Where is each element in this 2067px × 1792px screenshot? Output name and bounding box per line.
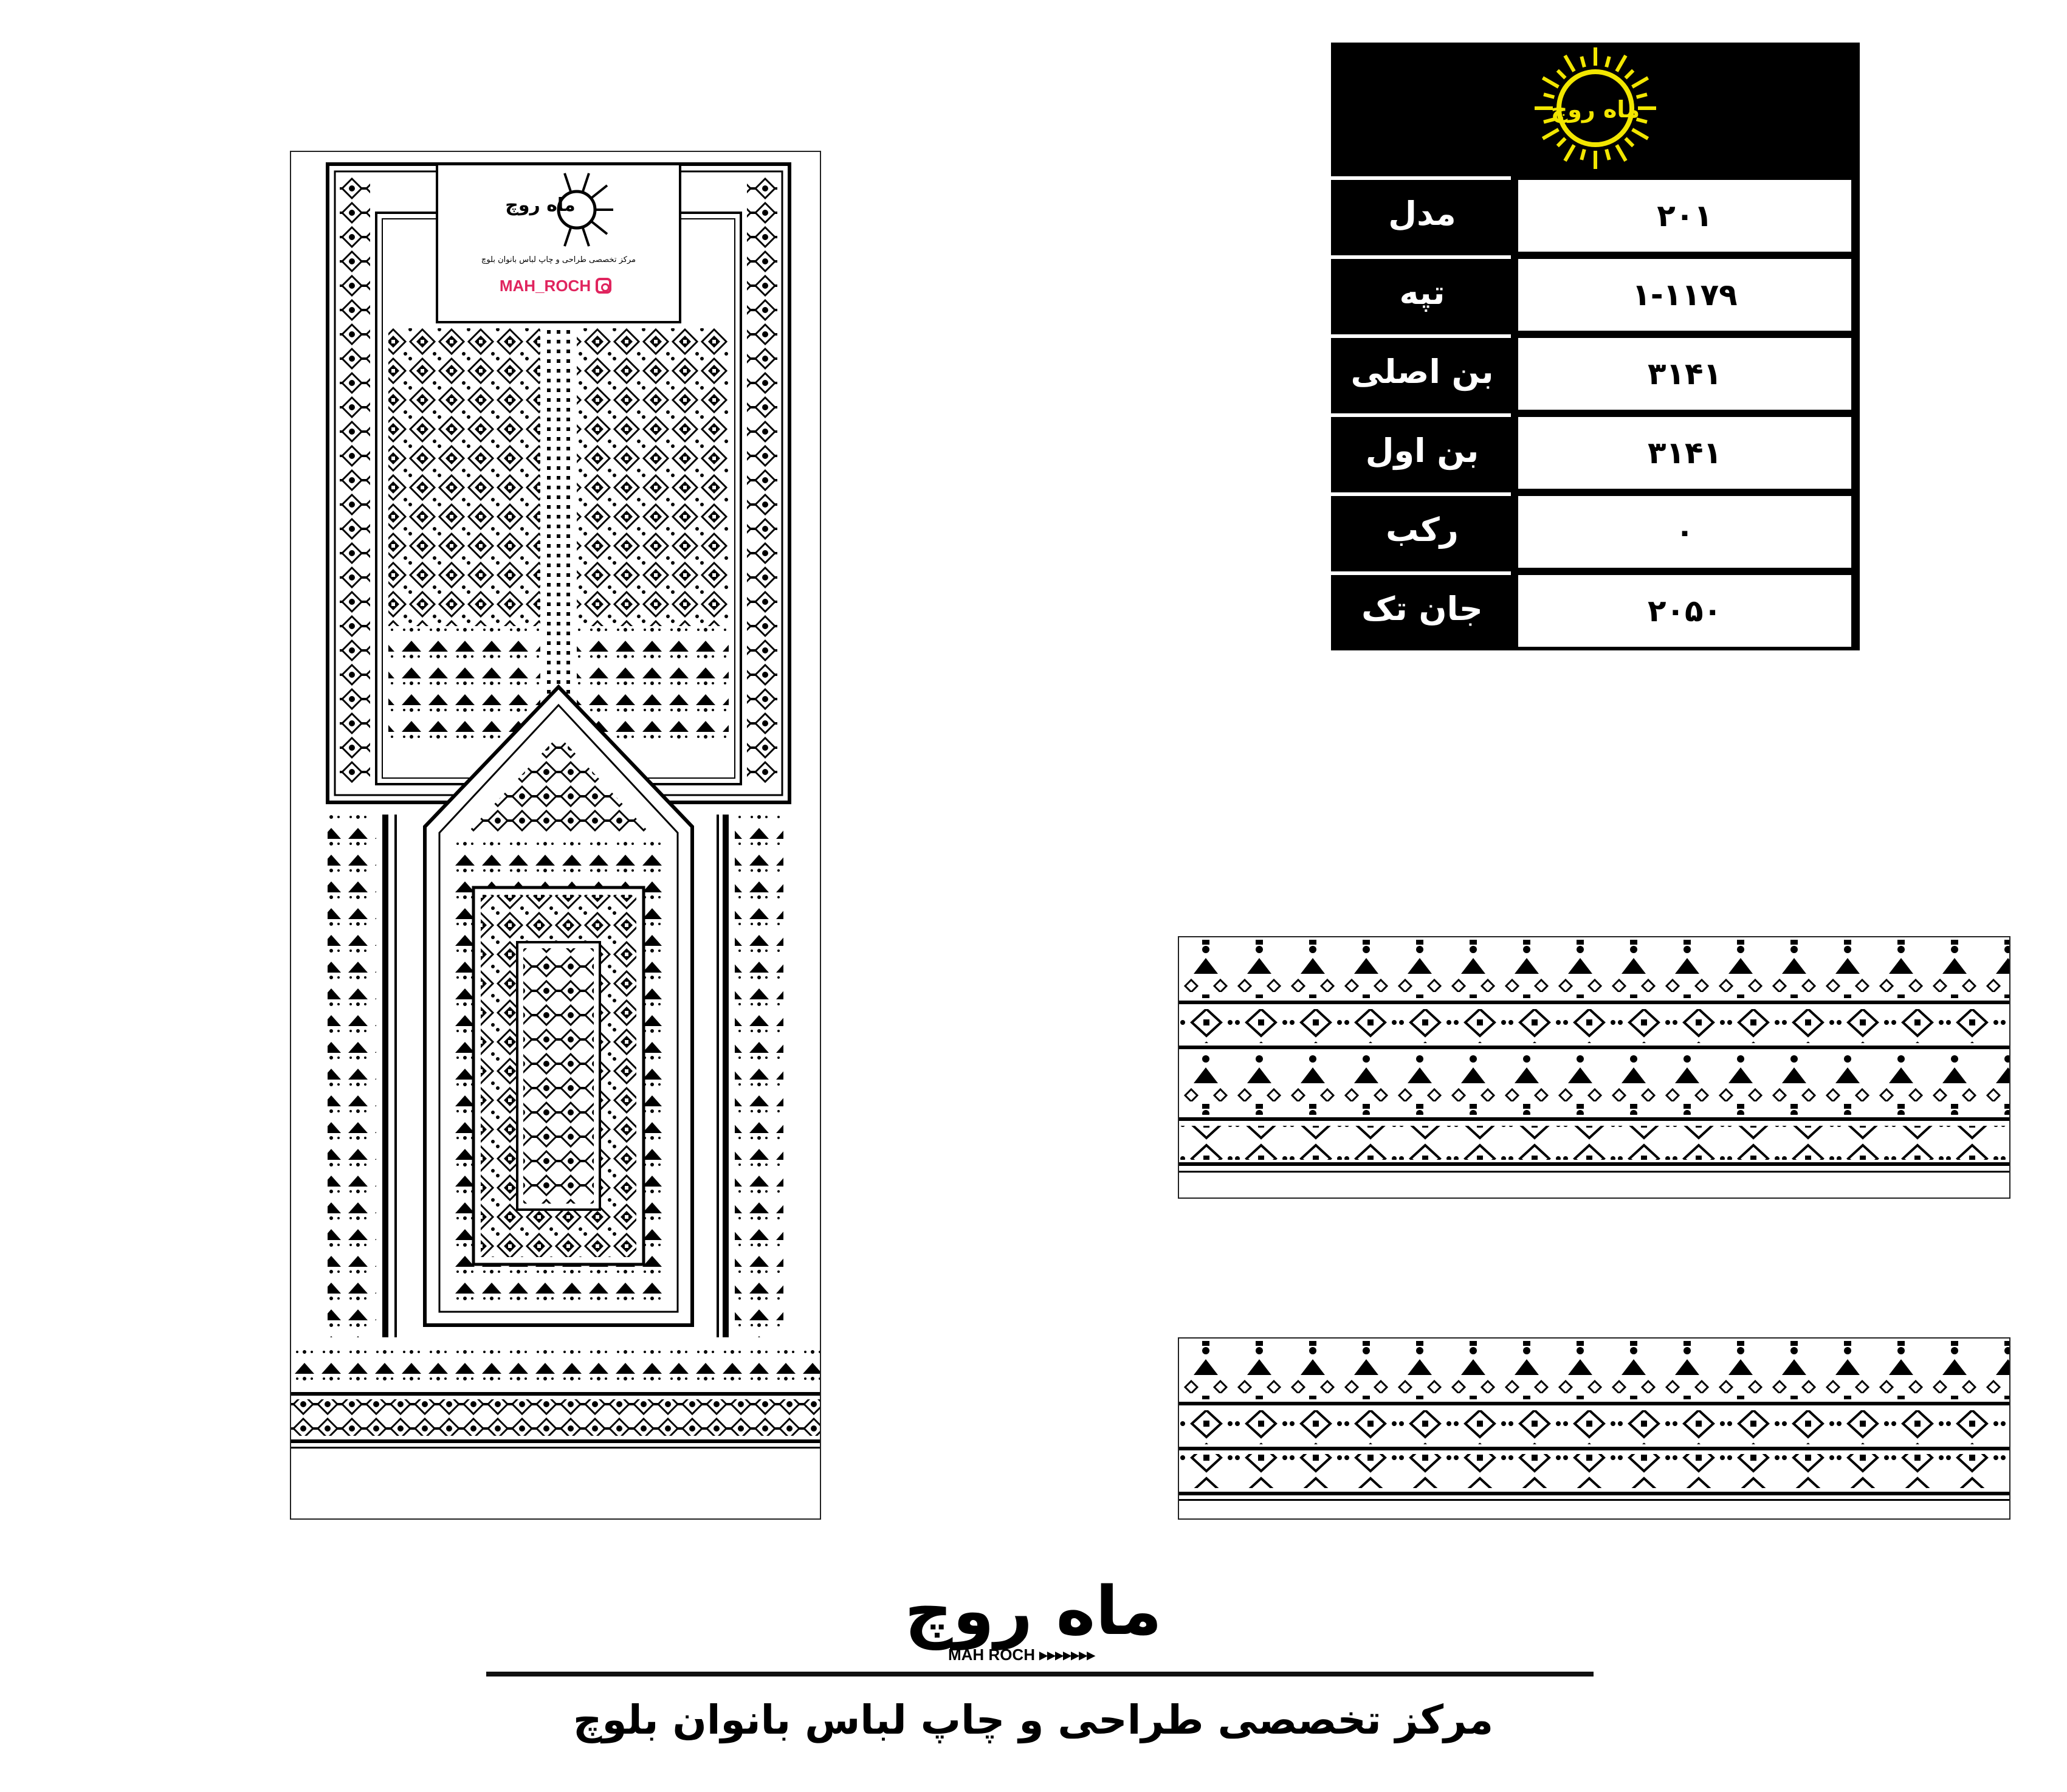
sun-ray <box>1581 150 1584 160</box>
spec-value: ۲۰۵۰ <box>1518 575 1851 647</box>
border-strip-pattern <box>1179 1339 2009 1518</box>
spec-value: ۳۱۴۱ <box>1518 417 1851 489</box>
sun-ray <box>1565 145 1574 161</box>
sun-ray <box>1625 138 1633 146</box>
footer-caption: مرکز تخصصی طراحی و چاپ لباس بانوان بلوچ <box>573 1697 1494 1743</box>
border-strip-pattern <box>1179 937 2009 1198</box>
footer-logo-subtext: MAH ROCH ▸▸▸▸▸▸▸ <box>948 1646 1095 1664</box>
instagram-handle <box>483 274 628 298</box>
spec-label: تپه <box>1399 273 1445 312</box>
border-strip-double <box>1178 936 2010 1199</box>
sun-ray <box>1558 138 1566 146</box>
spec-label: بن اول <box>1365 431 1479 470</box>
spec-logo-text: ماه روچ <box>1550 96 1640 123</box>
sun-ray <box>1606 57 1609 67</box>
spec-row-model <box>1331 176 1860 250</box>
footer-divider <box>486 1672 1594 1677</box>
spec-label: مدل <box>1388 194 1456 233</box>
sun-ray <box>1543 129 1558 139</box>
spec-value: ۲۰۱ <box>1518 180 1851 252</box>
spec-row-rekab <box>1331 492 1860 567</box>
sun-ray <box>1543 78 1558 87</box>
sun-ray <box>1581 57 1584 67</box>
border-strip-single <box>1178 1337 2010 1520</box>
garment-design-panel <box>290 151 821 1520</box>
spec-label: رکب <box>1386 510 1459 549</box>
footer-logo: ماه روچ <box>904 1572 1162 1650</box>
instagram-icon <box>596 278 611 294</box>
spec-row-tappeh <box>1331 255 1860 329</box>
sun-ray <box>1565 55 1574 71</box>
garment-pattern-artwork <box>291 152 820 1518</box>
sun-ray <box>1632 78 1648 87</box>
spec-value: ۰ <box>1518 496 1851 568</box>
garment-logo <box>498 170 619 249</box>
instagram-handle-text: MAH_ROCH <box>499 276 591 295</box>
spec-row-main-base <box>1331 334 1860 408</box>
spec-row-jantak <box>1331 571 1860 646</box>
garment-tagline: مرکز تخصصی طراحی و چاپ لباس بانوان بلوچ <box>481 255 636 264</box>
sun-ray <box>1617 55 1626 71</box>
sun-ray <box>1617 145 1626 161</box>
spec-value: ۱-۱۱۷۹ <box>1518 259 1851 331</box>
sun-ray <box>1558 71 1566 78</box>
garment-logo-text: ماه روچ <box>505 195 576 216</box>
spec-value: ۳۱۴۱ <box>1518 338 1851 410</box>
spec-label: جان تک <box>1361 589 1483 628</box>
spec-table-logo <box>1331 43 1860 176</box>
sun-ray <box>1632 129 1648 139</box>
spec-table <box>1331 43 1860 650</box>
spec-label: بن اصلی <box>1350 352 1494 391</box>
spec-row-first-base <box>1331 413 1860 488</box>
sun-ray <box>1606 150 1609 160</box>
sun-ray <box>1625 71 1633 78</box>
